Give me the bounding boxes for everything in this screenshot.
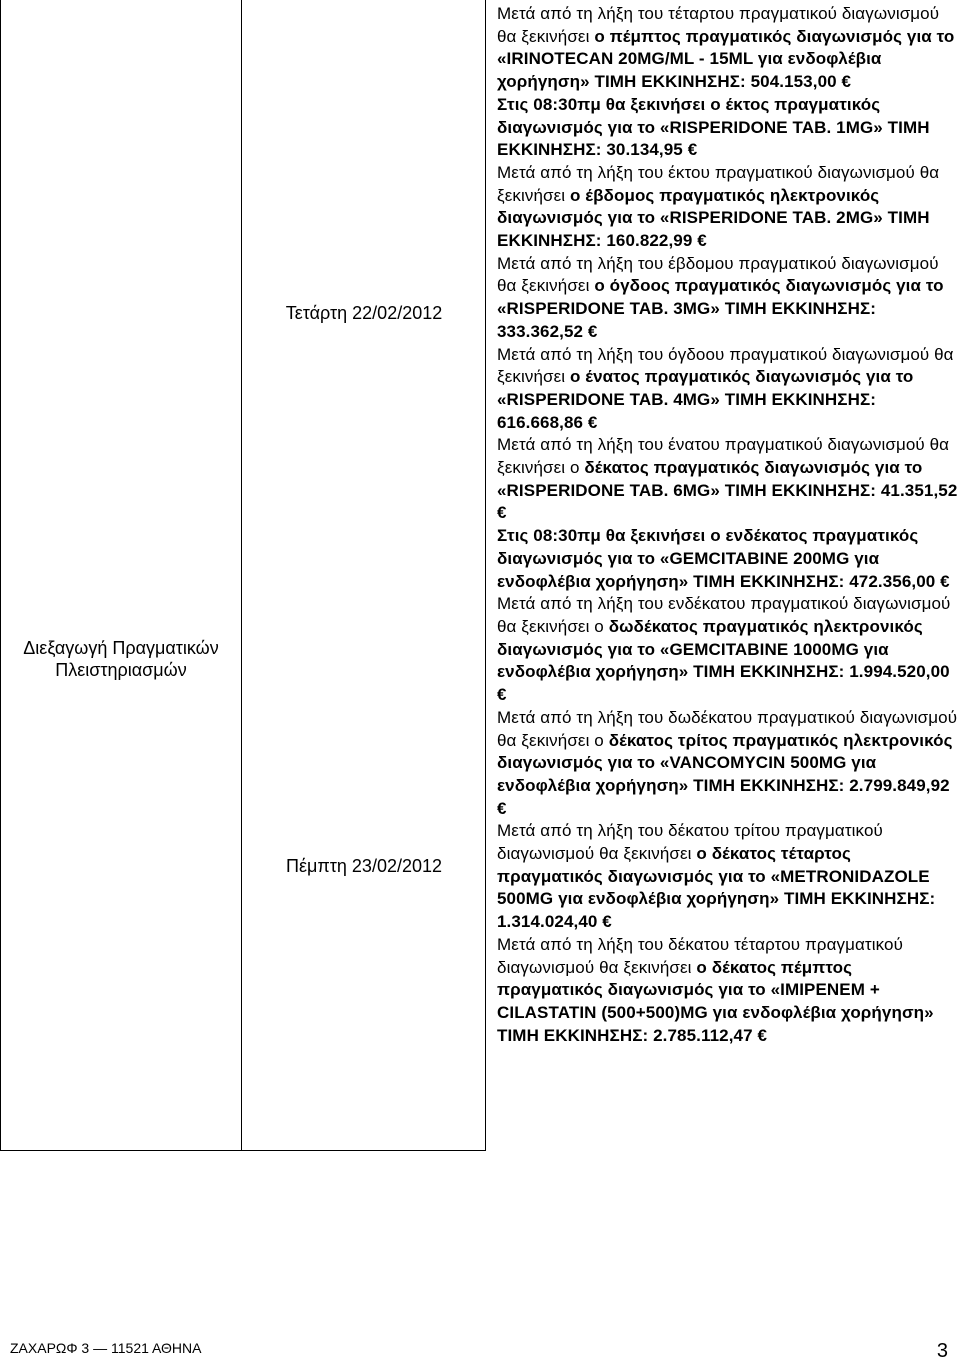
euro-icon: € bbox=[757, 1025, 768, 1045]
euro-icon: € bbox=[587, 321, 598, 341]
euro-icon: € bbox=[497, 798, 507, 818]
auction-13 bbox=[497, 707, 959, 821]
section-column bbox=[0, 0, 242, 1151]
euro-icon: € bbox=[587, 412, 598, 432]
euro-icon: € bbox=[841, 72, 852, 92]
auction-11 bbox=[497, 525, 959, 593]
auction-8 bbox=[497, 253, 959, 344]
auction-14-intro: Μετά από τη λήξη του δέκατου τρίτου πραγματικού διαγωνισμού θα ξεκινήσει bbox=[497, 821, 883, 864]
date-wednesday: Τετάρτη 22/02/2012 bbox=[285, 303, 443, 323]
auction-9-intro: Μετά από τη λήξη του όγδοου πραγματικού διαγωνισμού θα ξεκινήσει bbox=[497, 344, 954, 387]
auction-7-intro: Μετά από τη λήξη του έκτου πραγματικού διαγωνισμού θα ξεκινήσει bbox=[497, 162, 940, 205]
auction-15-intro: Μετά από τη λήξη του δέκατου τέταρτου πραγματικού διαγωνισμού θα ξεκινήσει bbox=[497, 934, 903, 977]
euro-icon: € bbox=[697, 231, 707, 251]
auction-5 bbox=[497, 3, 959, 94]
footer-address: ΖΑΧΑΡΩΦ 3 — 11521 ΑΘΗΝΑ bbox=[10, 1340, 202, 1356]
euro-icon: € bbox=[497, 685, 507, 705]
auction-8-intro: Μετά από τη λήξη του έβδομου πραγματικού διαγωνισμού θα ξεκινήσει bbox=[497, 253, 939, 296]
page-number: 3 bbox=[936, 1340, 948, 1362]
auction-12-intro: Μετά από τη λήξη του ενδέκατου πραγματικού διαγωνισμού θα ξεκινήσει ο bbox=[497, 594, 951, 636]
section-title bbox=[0, 637, 242, 681]
euro-icon: € bbox=[687, 140, 698, 160]
auction-10-intro: Μετά από τη λήξη του ένατου πραγματικού διαγωνισμού θα ξεκινήσει ο bbox=[497, 435, 950, 478]
auction-10 bbox=[497, 434, 959, 525]
auction-schedule-text bbox=[497, 3, 959, 1047]
euro-icon: € bbox=[602, 912, 612, 932]
auction-8-details: ο όγδοος πραγματικός διαγωνισμός για το «RISPERIDONE TAB. 3MG» ΤΙΜΗ ΕΚΚΙΝΗΣΗΣ: 333.362,52 bbox=[497, 276, 944, 341]
auction-7 bbox=[497, 162, 959, 253]
auction-6-details: Στις 08:30πμ θα ξεκινήσει ο έκτος πραγματικός διαγωνισμός για το «RISPERIDONE TAB. 1MG» ΤΙΜΗ ΕΚΚΙΝΗΣΗΣ: 30.134,95 bbox=[497, 94, 930, 160]
section-title-line1: Διεξαγωγή Πραγματικών bbox=[23, 638, 219, 658]
auction-12-details: δωδέκατος πραγματικός ηλεκτρονικός διαγωνισμός για το «GEMCITABINE 1000MG για ενδοφλέβια χορήγηση» ΤΙΜΗ ΕΚΚΙΝΗΣΗΣ: 1.994.520,00 bbox=[497, 616, 950, 682]
auction-11-details: Στις 08:30πμ θα ξεκινήσει ο ενδέκατος πραγματικός διαγωνισμός για το «GEMCITABINE 200MG για ενδοφλέβια χορήγηση» ΤΙΜΗ ΕΚΚΙΝΗΣΗΣ: 472.356,00 bbox=[497, 526, 941, 591]
auction-9 bbox=[497, 344, 959, 435]
auction-10-details: δέκατος πραγματικός διαγωνισμός για το «RISPERIDONE TAB. 6MG» ΤΙΜΗ ΕΚΚΙΝΗΣΗΣ: 41.351,52 bbox=[497, 458, 958, 500]
auction-14 bbox=[497, 820, 959, 934]
euro-icon: € bbox=[940, 571, 950, 591]
auction-13-details: δέκατος τρίτος πραγματικός ηλεκτρονικός διαγωνισμός για το «VANCOMYCIN 500MG για ενδοφλέβια χορήγηση» ΤΙΜΗ ΕΚΚΙΝΗΣΗΣ: 2.799.849,92 bbox=[497, 730, 953, 795]
euro-icon: € bbox=[497, 503, 507, 523]
auction-7-details: ο έβδομος πραγματικός ηλεκτρονικός διαγωνισμός για το «RISPERIDONE TAB. 2MG» ΤΙΜΗ ΕΚΚΙΝΗΣΗΣ: 160.822,99 bbox=[497, 185, 930, 251]
section-title-line2: Πλειστηριασμών bbox=[55, 660, 187, 680]
auction-13-intro: Μετά από τη λήξη του δωδέκατου πραγματικού διαγωνισμού θα ξεκινήσει ο bbox=[497, 707, 958, 750]
auction-9-details: ο ένατος πραγματικός διαγωνισμός για το «RISPERIDONE TAB. 4MG» ΤΙΜΗ ΕΚΚΙΝΗΣΗΣ: 616.668,86 bbox=[497, 367, 914, 432]
auction-15 bbox=[497, 934, 959, 1048]
date-thursday: Πέμπτη 23/02/2012 bbox=[285, 856, 443, 876]
date-column bbox=[242, 0, 486, 1151]
auction-5-intro: Μετά από τη λήξη του τέταρτου πραγματικού διαγωνισμού θα ξεκινήσει bbox=[497, 4, 940, 46]
auction-6 bbox=[497, 94, 959, 162]
auction-15-details: ο δέκατος πέμπτος πραγματικός διαγωνισμός για το «IMIPENEM + CILASTATIN (500+500)MG για ενδοφλέβια χορήγηση» ΤΙΜΗ ΕΚΚΙΝΗΣΗΣ: 2.785.112,47 bbox=[497, 957, 934, 1045]
auction-5-details: ο πέμπτος πραγματικός διαγωνισμός για το «IRINOTECAN 20MG/ML - 15ML για ενδοφλέβια χορήγηση» ΤΙΜΗ ΕΚΚΙΝΗΣΗΣ: 504.153,00 bbox=[497, 26, 955, 92]
auction-14-details: ο δέκατος τέταρτος πραγματικός διαγωνισμός για το «METRONIDAZOLE 500MG για ενδοφλέβια χορήγηση» ΤΙΜΗ ΕΚΚΙΝΗΣΗΣ: 1.314.024,40 bbox=[497, 844, 936, 932]
auction-12 bbox=[497, 593, 959, 707]
